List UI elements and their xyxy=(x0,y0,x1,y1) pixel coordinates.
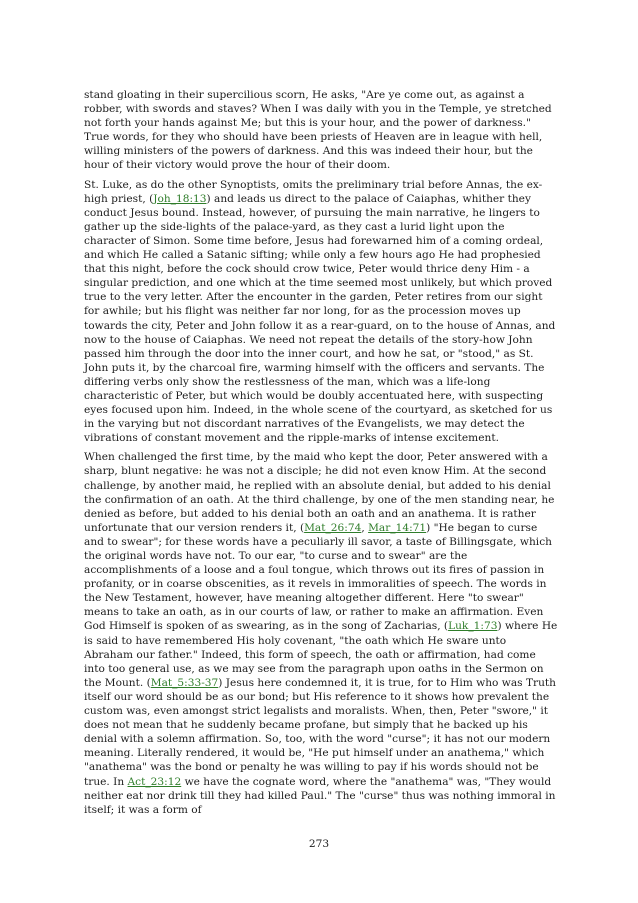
text-segment: we have the cognate word, where the "anathema" was, "They would neither eat nor drink till they had killed Paul." The "curse" thus was nothing immoral in itself; it was a form of xyxy=(84,775,556,816)
scripture-reference-link[interactable]: Mat_5:33-37 xyxy=(150,676,219,689)
page-number: 273 xyxy=(308,838,330,850)
scripture-reference-link[interactable]: Mar_14:71 xyxy=(368,521,427,534)
text-segment: ) and leads us direct to the palace of Caiaphas, whither they conduct Jesus bound. Instead, however, of pursuing the main narrative, he lingers to gather up the side-lights of the palace-yard, as they cast a lurid light upon the character of Simon. Some time before, Jesus had forewarned him of a coming ordeal, and which He called a Satanic sifting; while only a few hours ago He had prophesied that this night, before the cock should crow twice, Peter would thrice deny Him - a singular prediction, and one which at the time seemed most unlikely, but which proved true to the very letter. After the encounter in the garden, Peter retires from our sight for awhile; but his flight was neither far nor long, for as the procession moves up towards the city, Peter and John follow it as a rear-guard, on to the house of Annas, and now to the house of Caiaphas. We need not repeat the details of the story-how John passed him through the door into the inner court, and how he sat, or "stood," as St. John puts it, by the charcoal fire, warming himself with the officers and servants. The differing verbs only show the restlessness of the man, which was a life-long characteristic of Peter, but which would be doubly accentuated here, with suspecting eyes focused upon him. Indeed, in the whole scene of the courtyard, as sketched for us in the varying but not discordant narratives of the Evangelists, we may detect the vibrations of constant movement and the ripple-marks of intense excitement. xyxy=(84,192,556,445)
paragraph xyxy=(84,178,558,446)
page-body xyxy=(84,88,558,822)
text-segment: St. Luke, as do the other Synoptists, omits the preliminary trial before Annas, the ex-high priest, ( xyxy=(84,178,543,205)
text-segment: , xyxy=(361,521,369,534)
text-segment: ) where He is said to have remembered His holy covenant, "the oath which He sware unto Abraham our father." Indeed, this form of speech, the oath or affirmation, had come into too general use, as we may see from the paragraph upon oaths in the Sermon on the Mount. ( xyxy=(84,620,558,689)
scripture-reference-link[interactable]: Mat_26:74 xyxy=(304,521,362,534)
text-segment: When challenged the first time, by the maid who kept the door, Peter answered with a sharp, blunt negative: he was not a disciple; he did not even know Him. At the second challenge, by another maid, he replied with an absolute denial, but added to his denial the confirmation of an oath. At the third challenge, by one of the men standing near, he denied as before, but added to his denial both an oath and an anathema. It is rather unfortunate that our version renders it, ( xyxy=(84,451,555,534)
paragraph xyxy=(84,450,558,816)
scripture-reference-link[interactable]: Joh_18:13 xyxy=(153,192,207,205)
text-segment: stand gloating in their supercilious scorn, He asks, "Are ye come out, as against a robber, with swords and staves? When I was daily with you in the Temple, ye stretched not forth your hands against Me; but this is your hour, and the power of darkness." True words, for they who should have been priests of Heaven are in league with hell, willing ministers of the powers of darkness. And this was indeed their hour, but the hour of their victory would prove the hour of their doom. xyxy=(84,89,552,172)
text-segment: ) Jesus here condemned it, it is true, for to Him who was Truth itself our word should be as our bond; but His reference to it shows how prevalent the custom was, even amongst strict legalists and moralists. When, then, Peter "swore," it does not mean that he suddenly became profane, but simply that he backed up his denial with a solemn affirmation. So, too, with the word "curse"; it has not our modern meaning. Literally rendered, it would be, "He put himself under an anathema," which "anathema" was the bond or penalty he was willing to pay if his words should not be true. In xyxy=(84,676,557,788)
paragraph xyxy=(84,88,558,173)
scripture-reference-link[interactable]: Luk_1:73 xyxy=(448,620,498,633)
scripture-reference-link[interactable]: Act_23:12 xyxy=(127,775,182,788)
text-segment: ) "He began to curse and to swear"; for these words have a peculiarly ill savor, a taste of Billingsgate, which the original words have not. To our ear, "to curse and to swear" are the accomplishments of a loose and a foul tongue, which throws out its fires of passion in profanity, or in coarse obscenities, as it revels in immoralities of speech. The words in the New Testament, however, have meaning altogether different. Here "to swear" means to take an oath, as in our courts of law, or rather to make an affirmation. Even God Himself is spoken of as swearing, as in the song of Zacharias, ( xyxy=(84,521,552,633)
